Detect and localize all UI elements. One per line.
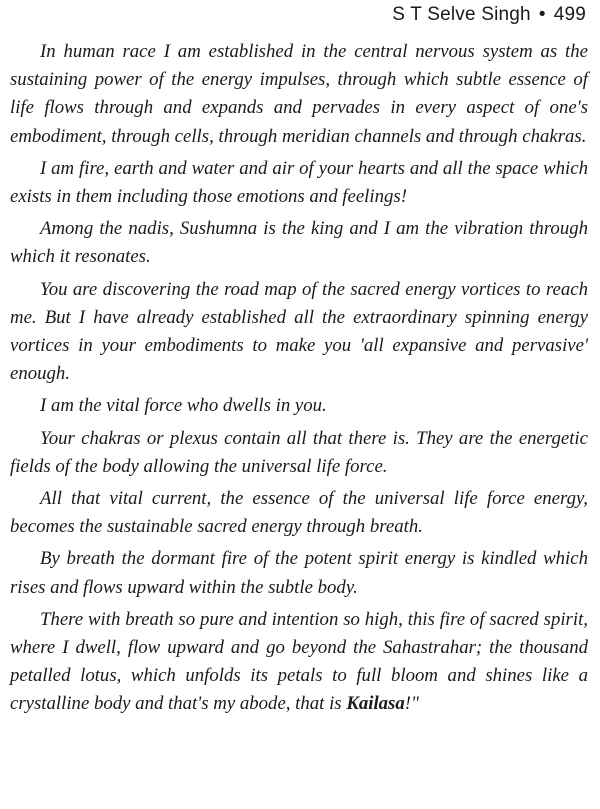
paragraph: You are discovering the road map of the sacred energy vortices to reach me. But I have already established all the extraordinary spinning energy vortices in your embodiments to make you 'all expansive and pervasive' enough. <box>10 278 588 385</box>
final-paragraph <box>10 606 588 719</box>
paragraph: Among the nadis, Sushumna is the king and I am the vibration through which it resonates. <box>10 218 588 268</box>
paragraph: In human race I am established in the central nervous system as the sustaining power of the energy impulses, through which subtle essence of life flows through and expands and pervades in every aspect of one's embodiment, through cells, through meridian channels and through chakras. <box>10 41 588 147</box>
paragraph: Your chakras or plexus contain all that there is. They are the energetic fields of the body allowing the universal life force. <box>10 427 588 477</box>
author-name: S T Selve Singh <box>392 4 531 25</box>
page-number: 499 <box>553 4 586 25</box>
paragraph: By breath the dormant fire of the potent spirit energy is kindled which rises and flows upward within the subtle body. <box>10 548 588 598</box>
final-paragraph-text: There with breath so pure and intention so high, this fire of sacred spirit, where I dwell, flow upward and go beyond the Sahastrahar; the thousand petalled lotus, which unfolds its petals to full bloom and shines like a crystalline body and that's my abode, that is <box>10 608 588 715</box>
body-text <box>10 38 588 719</box>
final-paragraph-closing: !" <box>404 693 419 715</box>
paragraph: I am the vital force who dwells in you. <box>40 395 327 417</box>
paragraph: I am fire, earth and water and air of your hearts and all the space which exists in them including those emotions and feelings! <box>10 157 588 208</box>
paragraph: All that vital current, the essence of the universal life force energy, becomes the sustainable sacred energy through breath. <box>10 488 588 538</box>
kailasa-emphasis: Kailasa <box>346 693 405 715</box>
header-bullet: • <box>538 4 546 25</box>
running-header <box>392 4 586 26</box>
